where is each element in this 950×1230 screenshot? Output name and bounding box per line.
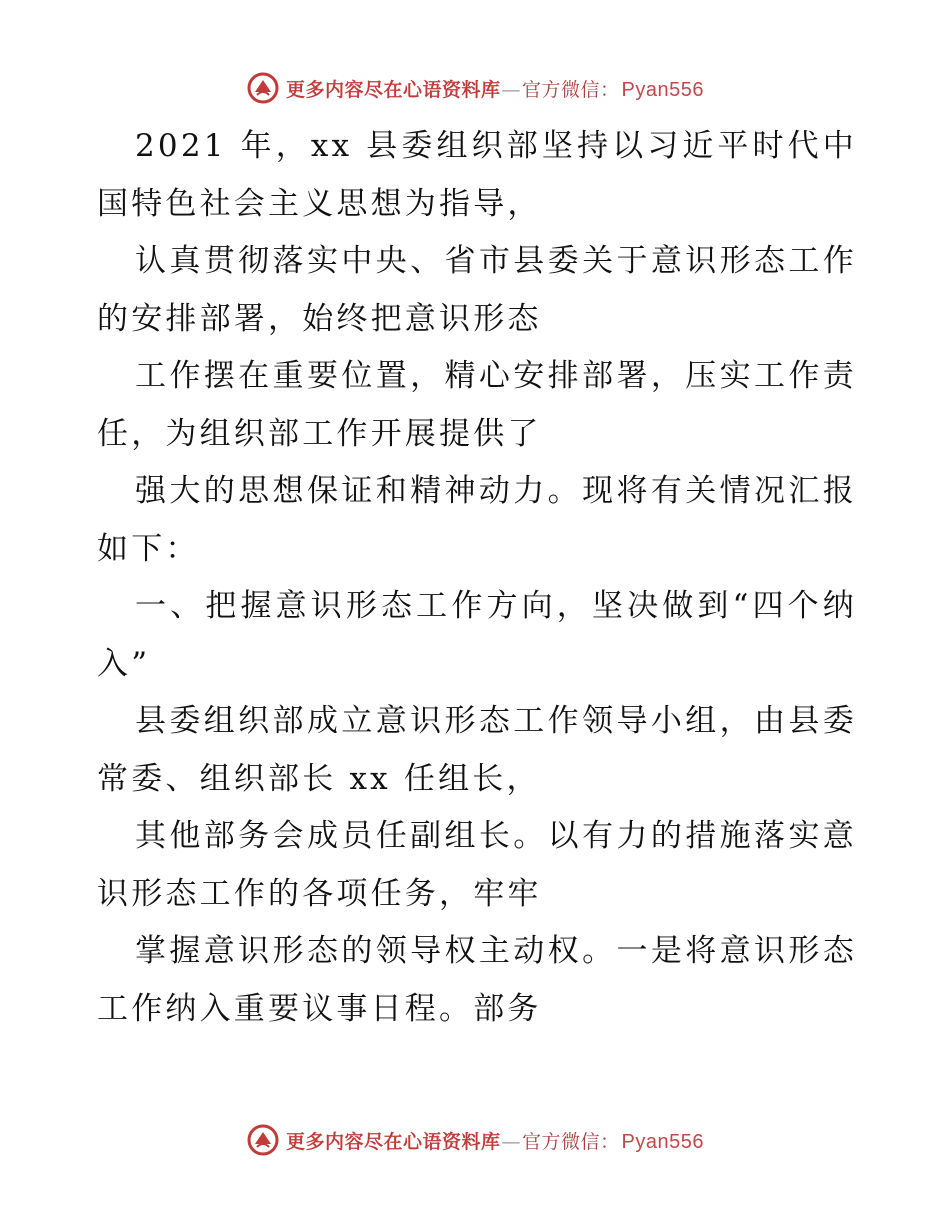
paragraph-4: 强大的思想保证和精神动力。现将有关情况汇报如下： [97, 473, 857, 567]
paragraph-7: 掌握意识形态的领导权主动权。一是将意识形态工作纳入重要议事日程。部务 [97, 933, 857, 1027]
watermark-text [286, 1127, 704, 1154]
paragraph-6: 其他部务会成员任副组长。以有力的措施落实意识形态工作的各项任务，牢牢 [97, 818, 857, 912]
paragraph-5: 县委组织部成立意识形态工作领导小组，由县委常委、组织部长 xx 任组长， [97, 703, 857, 797]
document-body [97, 118, 857, 1038]
section-heading-1: 一、把握意识形态工作方向，坚决做到“四个纳入” [97, 588, 857, 682]
watermark-id: Pyan556 [621, 78, 704, 101]
footer-watermark [0, 1120, 950, 1160]
watermark-sub: 官方微信： [522, 1130, 620, 1153]
logo-icon [246, 1123, 280, 1157]
watermark-main: 更多内容尽在心语资料库 [286, 1130, 501, 1153]
watermark-id: Pyan556 [621, 1130, 704, 1153]
paragraph-1: 2021 年，xx 县委组织部坚持以习近平时代中国特色社会主义思想为指导， [97, 128, 857, 222]
watermark-dash: — [501, 1130, 522, 1153]
watermark-main: 更多内容尽在心语资料库 [286, 78, 501, 101]
watermark-text [286, 75, 704, 102]
logo-icon [246, 71, 280, 105]
watermark-sub: 官方微信： [522, 78, 620, 101]
paragraph-3: 工作摆在重要位置，精心安排部署，压实工作责任，为组织部工作开展提供了 [97, 358, 857, 452]
watermark-dash: — [501, 78, 522, 101]
paragraph-2: 认真贯彻落实中央、省市县委关于意识形态工作的安排部署，始终把意识形态 [97, 243, 857, 337]
header-watermark [0, 68, 950, 108]
